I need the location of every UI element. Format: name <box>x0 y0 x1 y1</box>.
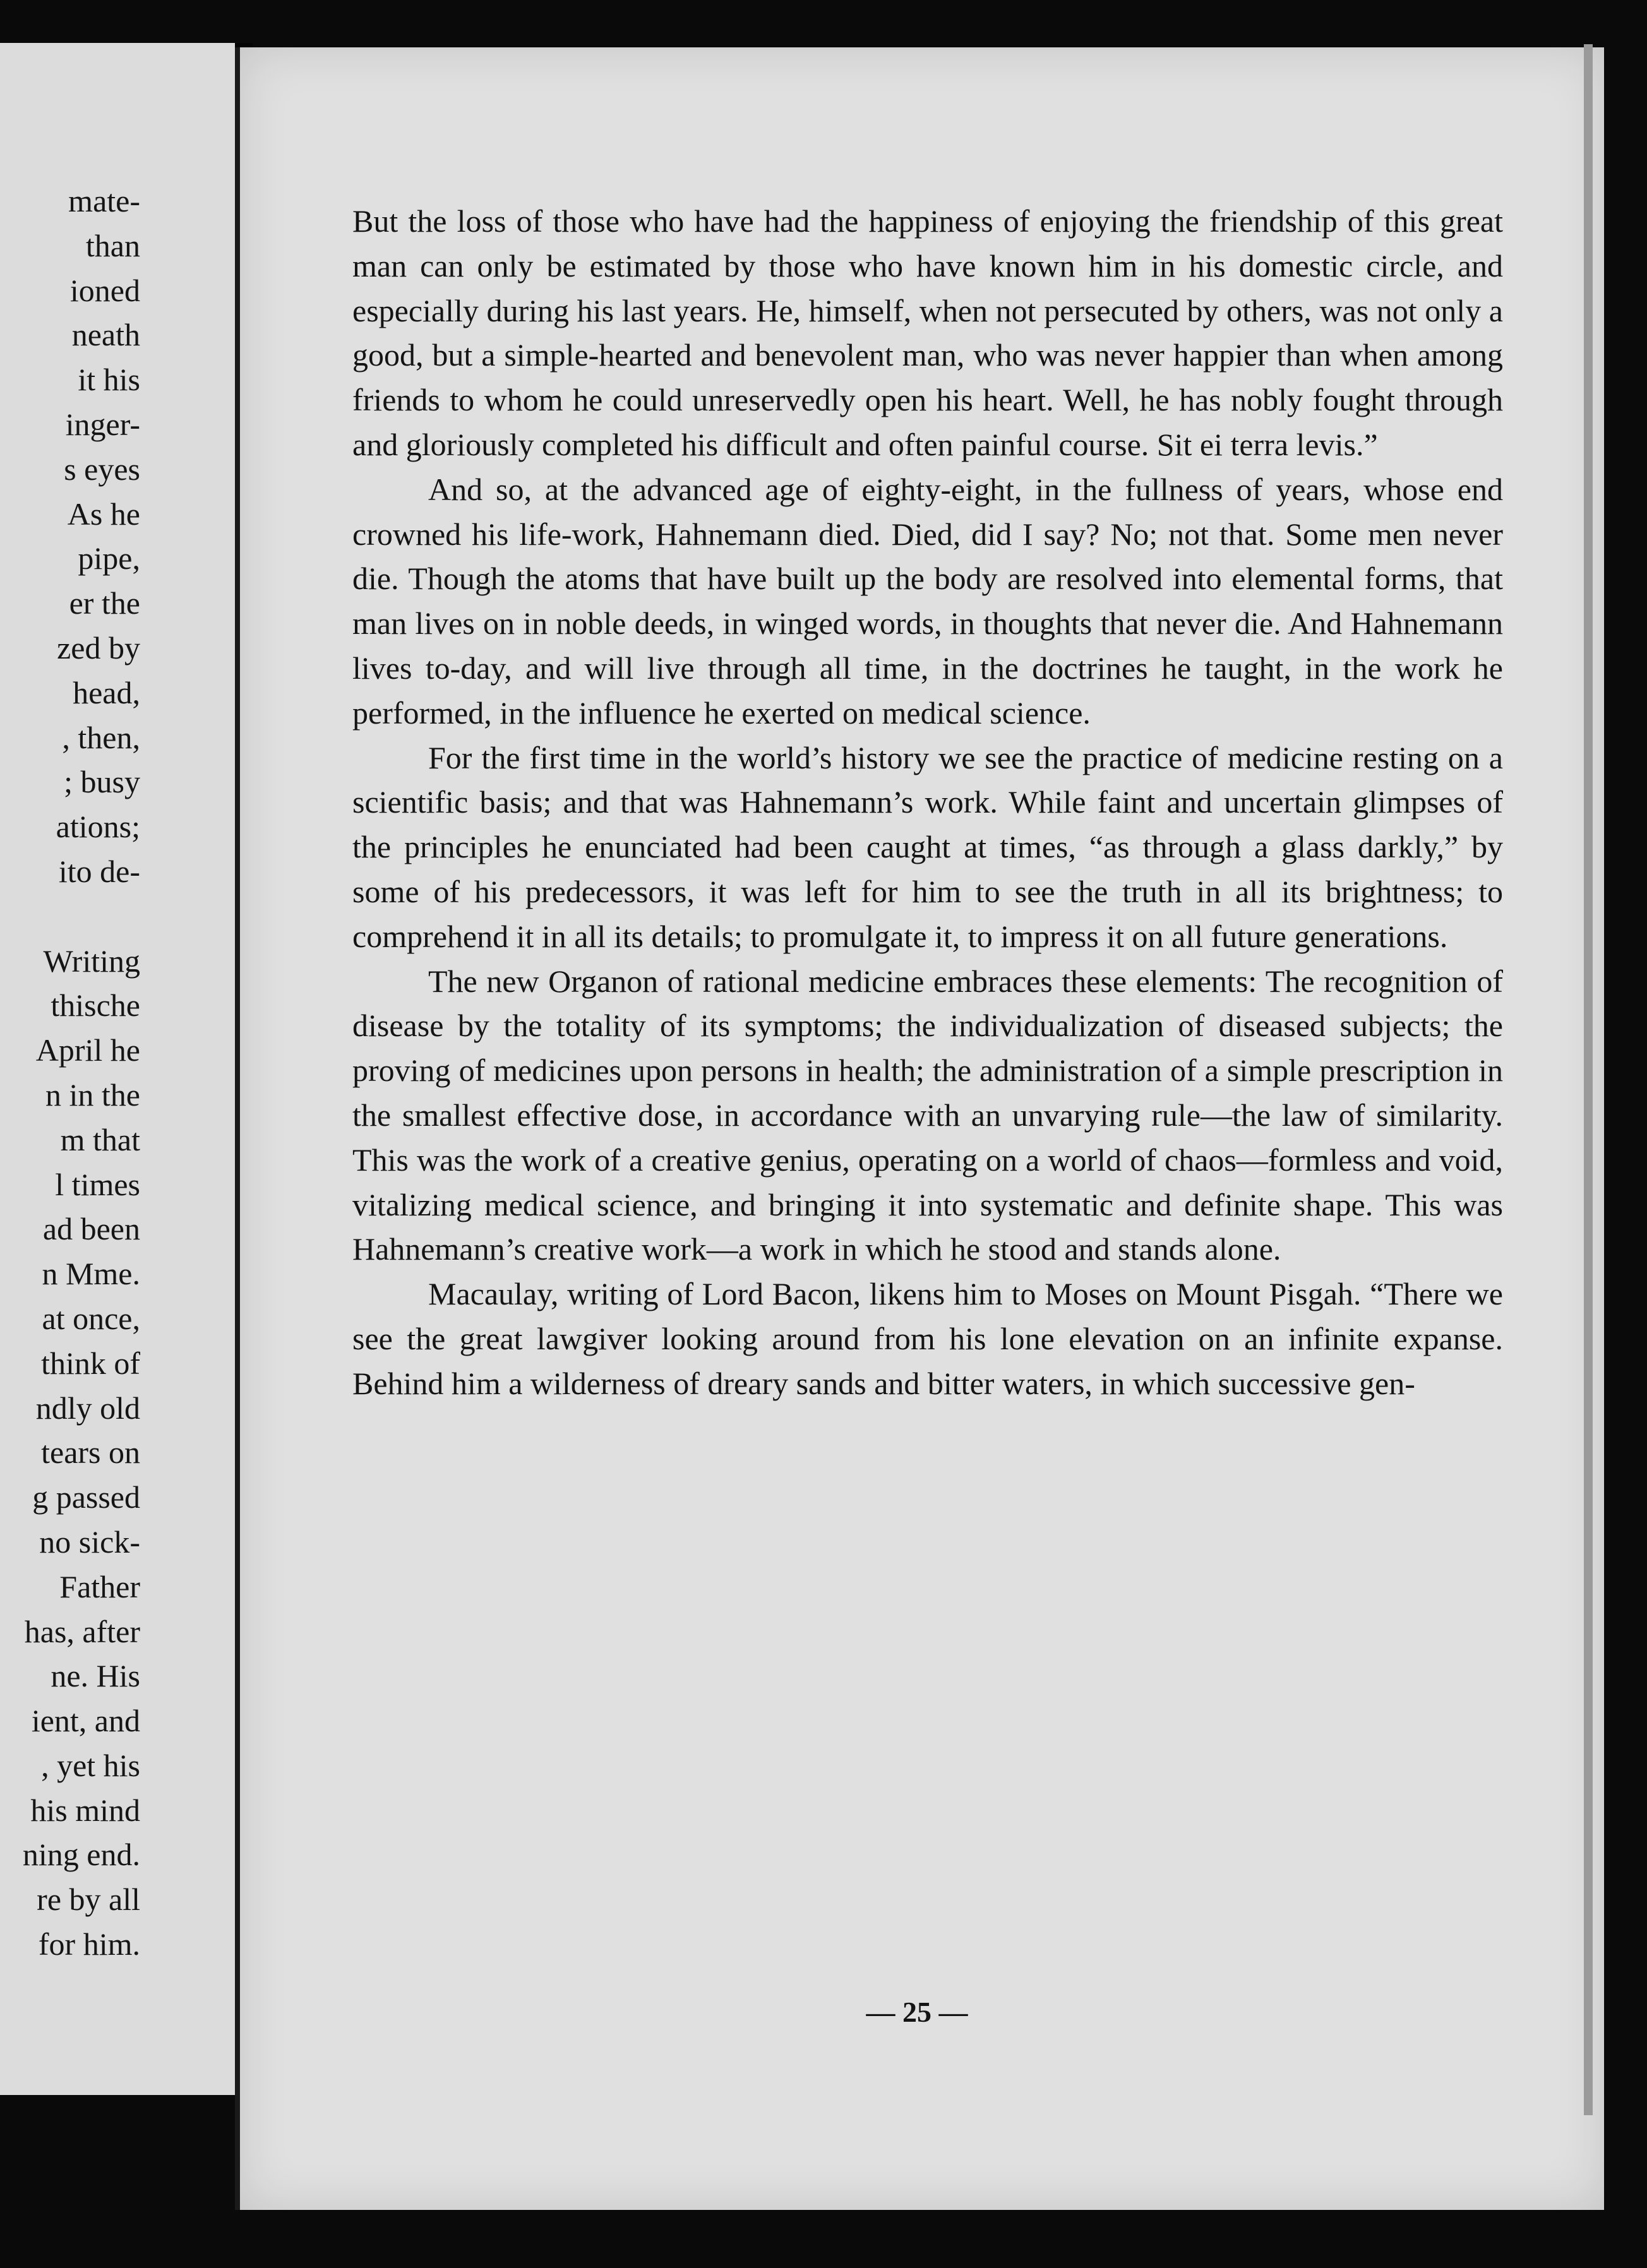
right-page <box>235 47 1604 2210</box>
left-line-fragment: tears on <box>41 1435 140 1471</box>
left-line-fragment: April he <box>35 1032 140 1068</box>
left-line-fragment: head, <box>73 674 140 710</box>
left-line-fragment: m that <box>60 1121 140 1157</box>
left-line-fragment: zed by <box>57 630 140 665</box>
left-line-fragment: ; busy <box>64 764 140 800</box>
left-page-edge <box>0 43 235 2095</box>
left-line-fragment: er the <box>69 585 140 621</box>
paragraph-1: But the loss of those who have had the happiness of enjoying the friendship of this great man can only be estimated by those who have known him in his domestic circle, and especially during his last years. He, himself, when not persecuted by others, was not only a good, but a simple-hearted and benevolent man, who was never happier than when among friends to whom he could unreservedly open his heart. Well, he has nobly fought through and gloriously completed his difficult and often painful course. Sit ei terra levis.” <box>352 203 1503 462</box>
paragraph-5: Macaulay, writing of Lord Bacon, likens him to Moses on Mount Pisgah. “There we see the great lawgiver looking around from his lone elevation on an infinite expanse. Behind him a wilderness of dreary sands and bitter waters, in which successive gen- <box>352 1276 1503 1401</box>
left-line-fragment: As he <box>67 496 140 532</box>
page-edge-shadow <box>1584 44 1593 2115</box>
left-line-fragment: than <box>85 227 140 263</box>
left-page-text-fragments <box>0 179 140 1967</box>
left-line-fragment: at once, <box>42 1300 140 1336</box>
left-line-fragment: , yet his <box>41 1747 140 1783</box>
left-line-fragment: Writing <box>43 943 140 979</box>
paragraph-3: For the first time in the world’s history we see the practice of medicine resting on a scientific basis; and that was Hahnemann’s work. While faint and uncertain glimpses of the principles he enunciated had been caught at times, “as through a glass darkly,” by some of his predecessors, it was left for him to see the truth in all its brightness; to comprehend it in all its details; to promulgate it, to impress it on all future generations. <box>352 739 1503 954</box>
left-line-fragment: ad been <box>42 1211 140 1247</box>
left-line-fragment: re by all <box>37 1882 140 1918</box>
left-line-fragment: s eyes <box>64 451 140 487</box>
left-line-fragment: n Mme. <box>42 1256 140 1292</box>
left-line-fragment: ioned <box>69 272 140 308</box>
left-line-fragment: pipe, <box>78 540 140 576</box>
left-line-fragment: no sick- <box>39 1524 140 1560</box>
left-line-fragment: n in the <box>45 1077 140 1113</box>
left-line-fragment: neath <box>71 317 140 353</box>
left-line-fragment: for him. <box>38 1926 140 1962</box>
left-line-fragment: inger- <box>65 406 140 442</box>
left-line-fragment: , then, <box>62 719 140 755</box>
left-line-fragment: l times <box>55 1166 140 1202</box>
left-line-fragment: Father <box>59 1568 140 1604</box>
left-line-fragment <box>0 894 140 939</box>
left-line-fragment: has, after <box>24 1613 140 1649</box>
paragraph-2: And so, at the advanced age of eighty-eight, in the fullness of years, whose end crowned his life-work, Hahnemann died. Died, did I say? No; not that. Some men never die. Though the atoms that have built up the body are resolved into elemental forms, that man lives on in noble deeds, in winged words, in thoughts that never die. And Hahnemann lives to-day, and will live through all time, in the doctrines he taught, in the work he performed, in the influence he exerted on medical science. <box>352 471 1503 731</box>
page-body <box>352 199 1503 1406</box>
left-line-fragment: his mind <box>30 1792 140 1828</box>
left-line-fragment: thische <box>51 988 140 1024</box>
left-line-fragment: g passed <box>32 1479 140 1515</box>
left-line-fragment: ito de- <box>58 853 140 889</box>
left-line-fragment: ient, and <box>31 1703 140 1739</box>
left-line-fragment: ne. His <box>51 1658 140 1694</box>
page-number: — 25 — <box>866 1996 968 2028</box>
left-line-fragment: ning end. <box>22 1837 140 1873</box>
left-line-fragment: think of <box>41 1345 140 1381</box>
left-line-fragment: mate- <box>68 183 140 218</box>
left-line-fragment: ations; <box>56 809 140 845</box>
left-line-fragment: ndly old <box>35 1390 140 1426</box>
left-line-fragment: it his <box>78 362 140 398</box>
paragraph-4: The new Organon of rational medicine embraces these elements: The recognition of disease by the totality of its symptoms; the individualization of diseased subjects; the proving of medicines upon persons in health; the administration of a simple prescription in the smallest effective dose, in accordance with an unvarying rule—the law of similarity. This was the work of a creative genius, operating on a world of chaos—formless and void, vitalizing medical science, and bringing it into systematic and definite shape. This was Hahnemann’s creative work—a work in which he stood and stands alone. <box>352 963 1503 1267</box>
